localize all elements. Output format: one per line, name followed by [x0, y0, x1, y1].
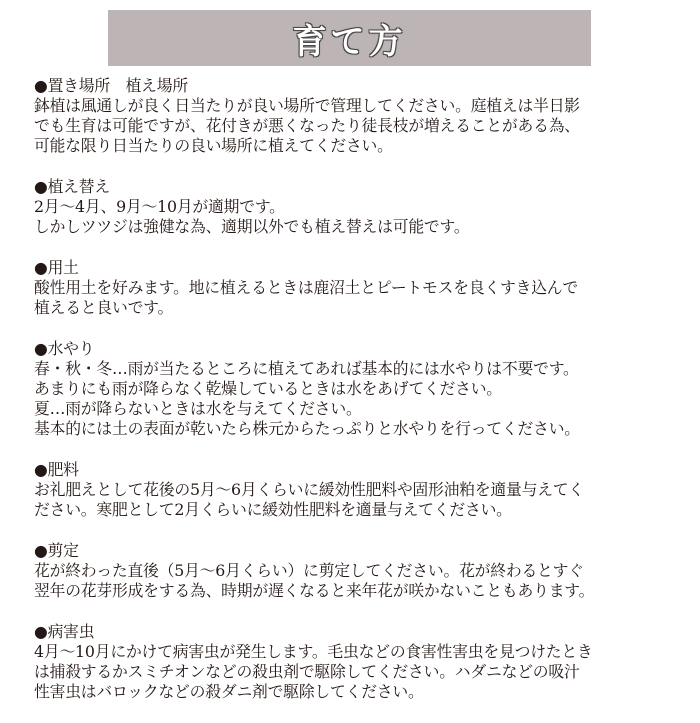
- section-text-line: 鉢植は風通しが良く日当たりが良い場所で管理してください。庭植えは半日影: [34, 96, 580, 115]
- section-text-line: 植えると良いです。: [34, 298, 174, 317]
- section-text-line: でも生育は可能ですが、花付きが悪くなったり徒長枝が増えることがある為、: [34, 116, 580, 135]
- section-text-line: 4月～10月にかけて病害虫が発生します。毛虫などの食害性害虫を見つけたとき: [34, 642, 593, 661]
- section-text-line: 可能な限り日当たりの良い場所に植えてください。: [34, 136, 393, 155]
- section-heading: ●肥料: [34, 460, 79, 479]
- section-heading: ●植え替え: [34, 177, 110, 196]
- section-text-line: あまりにも雨が降らなく乾燥しているときは水をあげてください。: [34, 379, 502, 398]
- section-pests: [34, 622, 684, 702]
- section-text-line: 翌年の花芽形成をする為、時期が遅くなると来年花が咲かないこともあります。: [34, 581, 595, 600]
- section-watering: [34, 339, 684, 439]
- section-pruning: [34, 541, 684, 601]
- section-text-line: 2月～4月、9月～10月が適期です。: [34, 197, 285, 216]
- section-text-line: 花が終わった直後（5月～6月くらい）に剪定してください。花が終わるとすぐ: [34, 561, 584, 580]
- section-repotting: [34, 177, 684, 237]
- title-banner: [108, 10, 591, 66]
- section-text-line: は捕殺するかスミチオンなどの殺虫剤で駆除してください。ハダニなどの吸汁: [34, 662, 580, 681]
- section-text-line: ださい。寒肥として2月くらいに緩効性肥料を適量与えてください。: [34, 500, 512, 519]
- section-heading: ●病害虫: [34, 622, 95, 641]
- section-text-line: お礼肥えとして花後の5月～6月くらいに緩効性肥料や固形油粕を適量与えてく: [34, 480, 584, 499]
- section-placement: [34, 76, 684, 156]
- section-heading: ●水やり: [34, 339, 95, 358]
- section-text-line: 基本的には土の表面が乾いたら株元からたっぷりと水やりを行ってください。: [34, 419, 580, 438]
- section-heading: ●置き場所 植え場所: [34, 76, 188, 95]
- page-title: 育て方: [292, 21, 407, 62]
- section-text-line: 夏…雨が降らないときは水を与えてください。: [34, 399, 362, 418]
- section-text-line: 春・秋・冬…雨が当たるところに植えてあれば基本的には水やりは不要です。: [34, 359, 579, 378]
- section-text-line: 性害虫はバロックなどの殺ダニ剤で駆除してください。: [34, 682, 424, 701]
- section-heading: ●剪定: [34, 541, 79, 560]
- section-text-line: しかしツツジは強健な為、適期以外でも植え替えは可能です。: [34, 217, 470, 236]
- care-guide: [34, 76, 684, 723]
- section-fertilizer: [34, 460, 684, 520]
- section-text-line: 酸性用土を好みます。地に植えるときは鹿沼土とピートモスを良くすき込んで: [34, 278, 578, 297]
- section-soil: [34, 258, 684, 318]
- section-heading: ●用土: [34, 258, 79, 277]
